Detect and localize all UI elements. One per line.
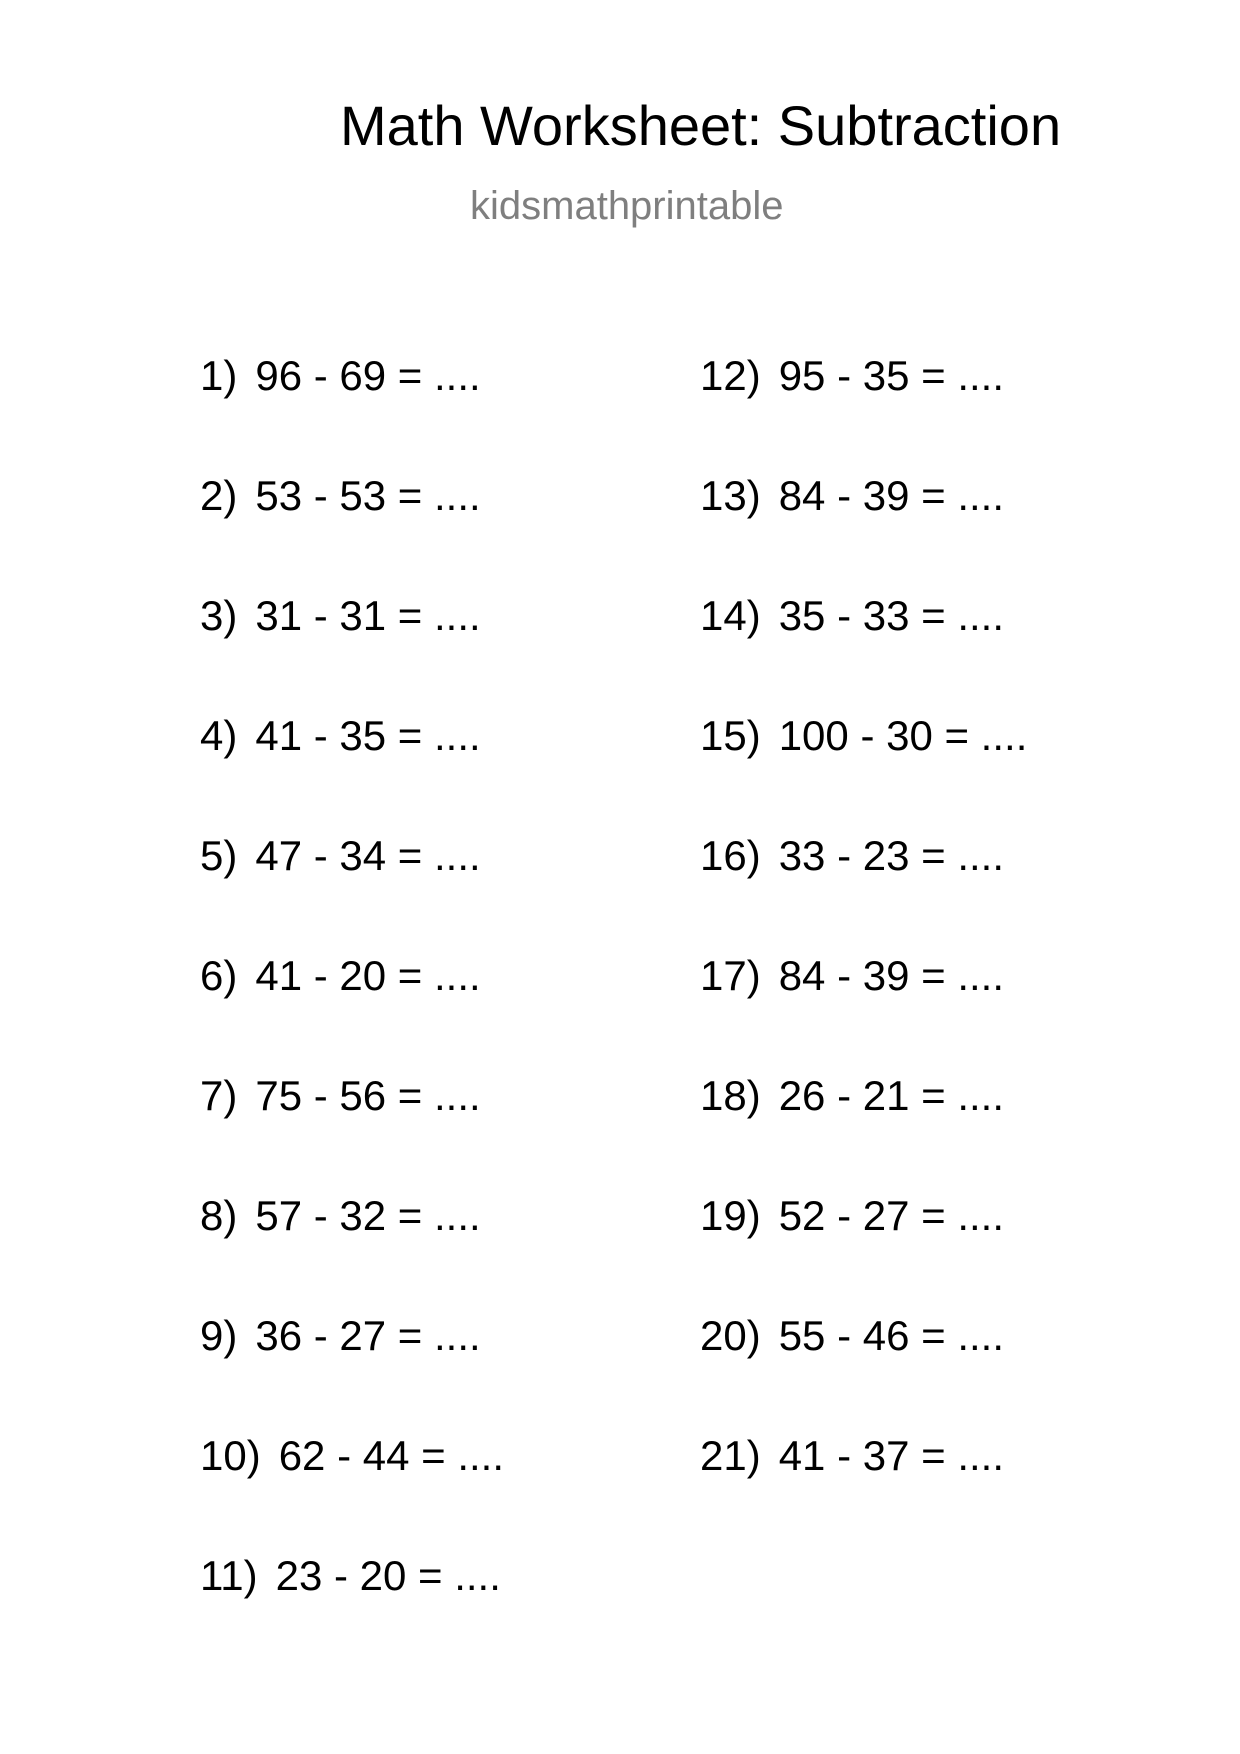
problem-item — [200, 1312, 504, 1435]
problem-item — [200, 1552, 504, 1675]
problem-number: 6) — [200, 952, 238, 999]
problem-number: 9) — [200, 1312, 238, 1359]
problem-number: 17) — [700, 952, 761, 999]
problem-item — [700, 1312, 1027, 1435]
problem-number: 3) — [200, 592, 238, 639]
problem-expression: 84 - 39 = .... — [778, 952, 1005, 999]
problem-expression: 31 - 31 = .... — [255, 592, 481, 639]
problem-expression: 96 - 69 = .... — [255, 352, 481, 399]
problem-number: 16) — [700, 832, 761, 879]
worksheet-source: kidsmathprintable — [470, 184, 784, 228]
problem-number: 20) — [700, 1312, 761, 1359]
problem-expression: 84 - 39 = .... — [778, 472, 1005, 519]
problem-item — [700, 832, 1027, 955]
problem-item — [700, 1192, 1027, 1315]
problem-number: 5) — [200, 832, 238, 879]
problem-expression: 36 - 27 = .... — [255, 1312, 481, 1359]
problem-item — [200, 592, 504, 715]
problem-number: 4) — [200, 712, 238, 759]
problem-number: 10) — [200, 1432, 261, 1479]
problem-number: 11) — [200, 1552, 258, 1599]
problem-item — [200, 712, 504, 835]
problem-expression: 26 - 21 = .... — [778, 1072, 1005, 1119]
problem-expression: 52 - 27 = .... — [778, 1192, 1005, 1239]
problem-expression: 41 - 20 = .... — [255, 952, 481, 999]
problem-expression: 41 - 35 = .... — [255, 712, 481, 759]
problem-number: 7) — [200, 1072, 238, 1119]
problem-item — [700, 352, 1027, 475]
problem-expression: 100 - 30 = .... — [778, 712, 1028, 759]
problem-item — [200, 832, 504, 955]
problem-number: 1) — [200, 352, 238, 399]
problem-number: 12) — [700, 352, 761, 399]
problem-item — [200, 472, 504, 595]
problem-number: 18) — [700, 1072, 761, 1119]
problem-item — [200, 1072, 504, 1195]
problem-expression: 35 - 33 = .... — [778, 592, 1005, 639]
problem-expression: 53 - 53 = .... — [255, 472, 481, 519]
problem-number: 19) — [700, 1192, 761, 1239]
problem-item — [700, 472, 1027, 595]
problem-expression: 41 - 37 = .... — [778, 1432, 1005, 1479]
problem-item — [700, 1432, 1027, 1555]
problem-item — [700, 712, 1028, 835]
problem-number: 2) — [200, 472, 238, 519]
problem-item — [200, 1432, 505, 1555]
problem-expression: 95 - 35 = .... — [778, 352, 1005, 399]
problem-number: 14) — [700, 592, 761, 639]
problem-item — [200, 1192, 504, 1315]
problem-expression: 75 - 56 = .... — [255, 1072, 481, 1119]
problem-item — [700, 1072, 1027, 1195]
problem-expression: 47 - 34 = .... — [255, 832, 481, 879]
problem-column-left — [200, 352, 505, 1675]
problem-number: 21) — [700, 1432, 761, 1479]
problem-item — [200, 952, 504, 1075]
problem-expression: 62 - 44 = .... — [278, 1432, 505, 1479]
problem-item — [700, 952, 1027, 1075]
problem-item — [200, 352, 504, 475]
problem-expression: 55 - 46 = .... — [778, 1312, 1005, 1359]
problem-expression: 23 - 20 = .... — [275, 1552, 501, 1599]
problem-number: 13) — [700, 472, 761, 519]
problem-column-right — [700, 352, 1028, 1555]
problem-number: 15) — [700, 712, 761, 759]
worksheet-title: Math Worksheet: Subtraction — [340, 94, 1062, 157]
problem-number: 8) — [200, 1192, 238, 1239]
problem-item — [700, 592, 1027, 715]
problem-expression: 33 - 23 = .... — [778, 832, 1005, 879]
problem-expression: 57 - 32 = .... — [255, 1192, 481, 1239]
